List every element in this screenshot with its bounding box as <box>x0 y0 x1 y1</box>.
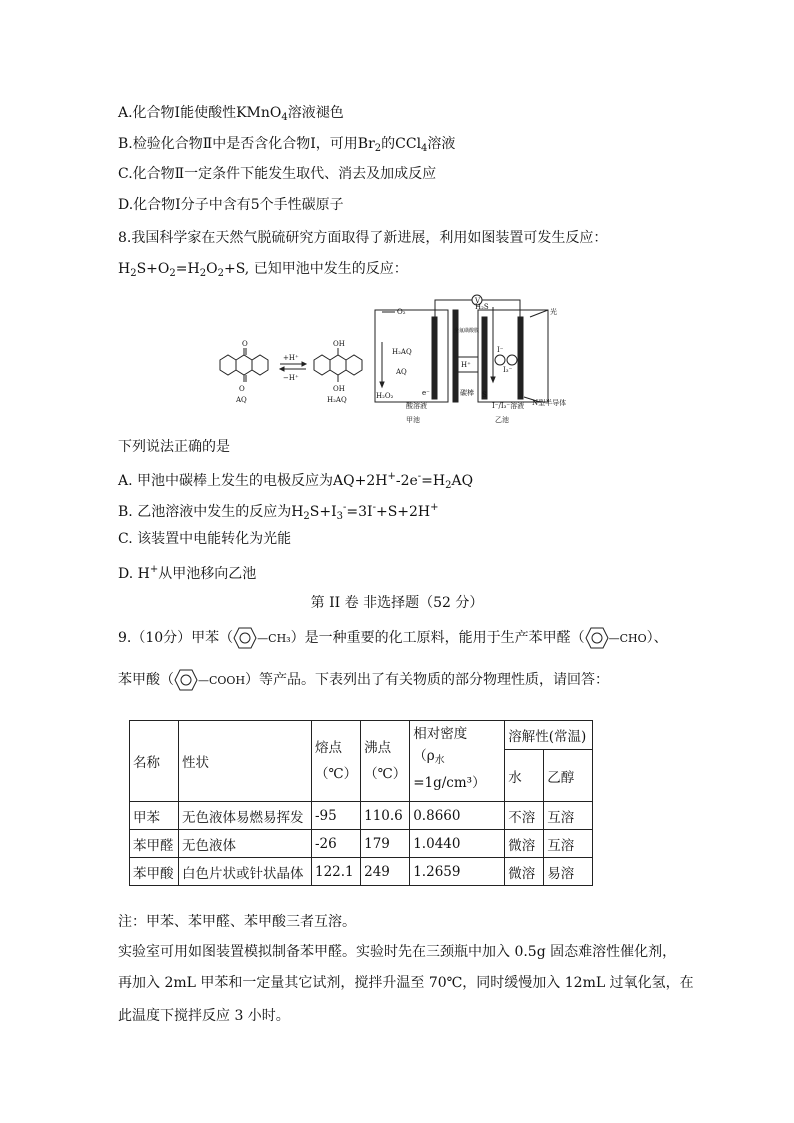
properties-table <box>129 720 593 886</box>
option-text: 的CCl <box>381 136 422 152</box>
question-9-line1: 9.（10分）甲苯（ —CH₃）是一种重要的化工原料，能用于生产苯甲醛（ —CHO）、 <box>118 627 668 649</box>
benzene-ring-icon <box>585 627 609 649</box>
option-8b: B. 乙池溶液中发生的反应为$H_2S+I_3^-=3I^-+S+2H^+$ <box>118 502 439 522</box>
header-boiling-point: 沸点 （℃） <box>361 721 410 802</box>
header-density: 相对密度 （$\rho_水$ =1g/cm³） <box>410 721 505 802</box>
diagram-label: 甲池 <box>406 416 420 424</box>
table-note: 注：甲苯、苯甲醛、苯甲酸三者互溶。 <box>118 914 356 930</box>
option-text: A.化合物Ⅰ能使酸性KMnO <box>118 105 282 121</box>
diagram-label: AQ <box>236 396 247 404</box>
option-text: 溶液 <box>427 136 456 152</box>
diagram-label: I⁻ <box>497 346 504 354</box>
option-8c: C. 该装置中电能转化为光能 <box>118 531 292 547</box>
benzene-ring-icon <box>174 669 198 691</box>
diagram-label: H₂S <box>475 303 489 311</box>
table-row: 苯甲醛 无色液体 -26 179 1.0440 微溶 互溶 <box>130 830 593 858</box>
question-8-ask: 下列说法正确的是 <box>118 439 230 455</box>
question-8-stem: 8.我国科学家在天然气脱硫研究方面取得了新进展，利用如图装置可发生反应： <box>118 230 608 246</box>
table-row: 苯甲酸 白色片状或针状晶体 122.1 249 1.2659 微溶 易溶 <box>130 858 593 886</box>
experiment-text-1: 实验室可用如图装置模拟制备苯甲醛。实验时先在三颈瓶中加入 0.5g 固态难溶性催化剂， <box>118 944 677 960</box>
table-header-row <box>130 721 593 750</box>
header-solubility: 溶解性(常温) <box>505 721 593 750</box>
diagram-label: 全氟磺酸膜 <box>454 328 480 334</box>
header-melting-point: 熔点 （℃） <box>312 721 361 802</box>
option-text: 溶液褪色 <box>287 105 344 121</box>
diagram-label: H⁺ <box>461 361 471 369</box>
diagram-label: O <box>239 385 245 393</box>
option-8d: D. H+从甲池移向乙池 <box>118 564 257 582</box>
header-name: 名称 <box>130 721 179 802</box>
table-row: 甲苯 无色液体易燃易挥发 -95 110.6 0.8660 不溶 互溶 <box>130 802 593 830</box>
diagram-label: I₃⁻ <box>503 366 513 374</box>
option-8a: A. 甲池中碳棒上发生的电极反应为$AQ+2H^+-2e^-=H_2AQ$ <box>118 471 474 491</box>
diagram-label: I⁻/I₃⁻溶液 <box>492 402 525 410</box>
diagram-label: 乙池 <box>495 416 509 424</box>
option-7a: A.化合物Ⅰ能使酸性KMnO$_4$溶液褪色 <box>118 105 344 123</box>
option-7b: B.检验化合物Ⅱ中是否含化合物Ⅰ，可用$Br_2$的CCl$_4$溶液 <box>118 136 456 154</box>
diagram-label: H₂O₂ <box>376 392 394 400</box>
experiment-text-2: 再加入 2mL 甲苯和一定量其它试剂，搅拌升温至 70℃，同时缓慢加入 12mL 过氧化氢，在 <box>118 975 694 991</box>
diagram-label: 碳棒 <box>460 389 474 397</box>
experiment-text-3: 此温度下搅拌反应 3 小时。 <box>118 1008 290 1024</box>
diagram-label: e⁻ <box>422 389 430 397</box>
diagram-label: O₂ <box>397 308 406 316</box>
diagram-label: 酸溶液 <box>406 402 427 410</box>
question-9-line2: 苯甲酸（ —COOH）等产品。下表列出了有关物质的部分物理性质，请回答： <box>118 669 609 691</box>
benzene-ring-icon <box>233 627 257 649</box>
diagram-label: S <box>482 391 487 399</box>
diagram-label: OH <box>333 340 345 348</box>
option-7c: C.化合物Ⅱ一定条件下能发生取代、消去及加成反应 <box>118 166 437 182</box>
option-text: B.检验化合物Ⅱ中是否含化合物Ⅰ，可用Br <box>118 136 375 152</box>
diagram-label: −H⁺ <box>283 374 299 382</box>
question-8-equation: $H_2S+O_2=H_2O_2+S$, 已知甲池中发生的反应： <box>118 261 408 279</box>
section-title: 第 II 卷 非选择题（52 分） <box>310 595 484 611</box>
header-state: 性状 <box>179 721 312 802</box>
reaction-diagram <box>210 292 590 427</box>
header-ethanol: 乙醇 <box>544 750 593 802</box>
option-7d: D.化合物Ⅰ分子中含有5个手性碳原子 <box>118 197 344 213</box>
header-water: 水 <box>505 750 544 802</box>
diagram-label: V <box>475 297 481 305</box>
diagram-label: N型半导体 <box>532 399 567 407</box>
diagram-label: H₂AQ <box>327 396 347 404</box>
diagram-label: +H⁺ <box>283 354 299 362</box>
diagram-label: OH <box>333 385 345 393</box>
diagram-label: H₂AQ <box>392 348 412 356</box>
diagram-label: AQ <box>396 368 407 376</box>
diagram-label: O <box>242 340 248 348</box>
diagram-label: 光 <box>550 308 557 316</box>
